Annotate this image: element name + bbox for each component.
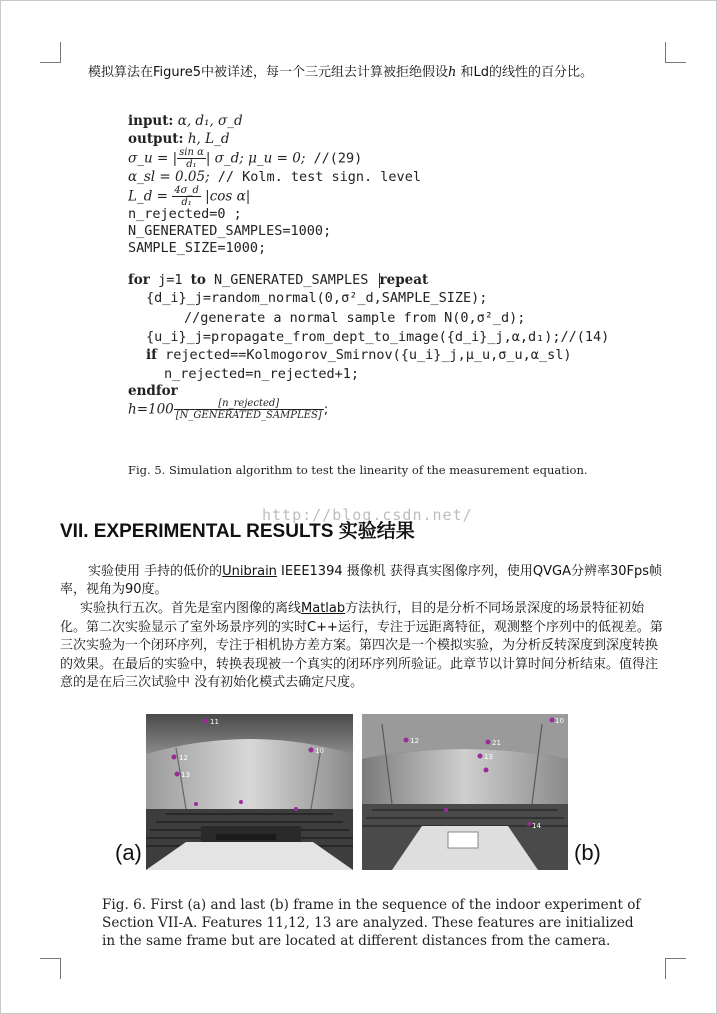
keyword-endfor: endfor [128, 383, 178, 399]
paragraph-1: 实验使用 手持的低价的Unibrain IEEE1394 摄像机 获得真实图像序列，使用QVGA分辨率30Fps帧率，视角为90度。 [60, 564, 663, 597]
figure-6-caption-line: Section VII-A. Features 11,12, 13 are analyzed. These features are initialized [102, 915, 634, 931]
ld-lhs: L_d = [128, 188, 173, 205]
feature-label-11: 11 [210, 718, 219, 726]
intro-variable: h [447, 65, 457, 80]
figure-6a-label: (a) [115, 840, 142, 865]
keyword-repeat: repeat [379, 272, 429, 288]
keyword-for: for [128, 272, 150, 288]
feature-label-21: 21 [492, 739, 501, 747]
ld-fraction: $\frac{4\sigma\_d}{\text{d₁}}$ [174, 185, 199, 208]
figure-6a-photo [146, 714, 353, 870]
sigma-u-rhs: σ_d; μ_u = 0; [210, 150, 306, 167]
figure-6-caption-line: Fig. 6. First (a) and last (b) frame in the sequence of the indoor experiment of [102, 897, 641, 913]
algo-h-line: h=100 $\frac{\text{[n\_rejected]}}{\text{[N\_GENERATED\_SAMPLES]}}$ ; [128, 398, 329, 421]
figure-6b-photo [362, 714, 568, 870]
ld-rhs: |cos α| [200, 188, 251, 205]
sigma-u-lhs: σ_u = [128, 150, 173, 167]
h-fraction: $\frac{\text{[n\_rejected]}}{\text{[N\_GENERATED\_SAMPLES]}}$ [175, 398, 322, 421]
feature-label-13: 13 [181, 771, 190, 779]
algo-if-line: if rejected==Kolmogorov_Smirnov({u_i}_j,μ_u,σ_u,α_sl) [146, 347, 572, 363]
feature-label-10: 10 [315, 747, 324, 755]
algo-n-rejected-init: n_rejected=0 ; [128, 206, 242, 222]
paragraph-2: 实验执行五次。首先是室内图像的离线Matlab方法执行，目的是分析不同场景深度的场景特征初始化。第二次实验显示了室外场景序列的实时C++运行，专注于远距离特征，观测整个序列中的低视差。第三次实验为一个闭环序列，专注于相机协方差方案。第四次是一个模拟实验，为分析反转深度到深度转换的效果。在最后的实验中，转换表现被一个真实的闭环序列所验证。此章节以计算时间分析结束。值得注意的是在后三次试验中 没有初始化模式去确定尺度。 [60, 601, 663, 690]
crop-mark-bottom-left [40, 958, 61, 979]
h-lhs: h=100 [128, 401, 174, 418]
algo-for-line: for j=1 to N_GENERATED_SAMPLES repeat [128, 272, 429, 288]
unibrain-term: Unibrain [222, 564, 277, 579]
feature-label-14: 14 [532, 822, 541, 830]
section-heading: VII. EXPERIMENTAL RESULTS 实验结果 [60, 521, 415, 542]
crop-mark-top-left [40, 42, 61, 63]
algo-ui-line: {u_i}_j=propagate_from_dept_to_image({d_i}_j,α,d₁);//(14) [146, 329, 610, 345]
keyword-output: output: [128, 131, 184, 147]
crop-mark-top-right [665, 42, 686, 63]
keyword-to: to [190, 272, 206, 288]
algo-increment-line: n_rejected=n_rejected+1; [164, 366, 360, 382]
algo-sigma-u-line: σ_u = | $\frac{\text{sin α}}{\text{d₁}}$ | σ_d; μ_u = 0; //(29) [128, 147, 363, 170]
input-vars: α, d₁, σ_d [177, 113, 243, 129]
feature-label-13: 13 [484, 753, 493, 761]
algo-output-line [128, 131, 229, 147]
figure-6b-label: (b) [574, 840, 601, 865]
figure-6-caption-line: in the same frame but are located at different distances from the camera. [102, 933, 611, 949]
algo-sample-size: SAMPLE_SIZE=1000; [128, 240, 267, 256]
algo-comment-line: //generate a normal sample from N(0,σ²_d); [184, 310, 526, 326]
algo-ld-line [128, 185, 250, 208]
feature-label-12: 12 [410, 737, 419, 745]
feature-label-12: 12 [179, 754, 188, 762]
algo-endfor-line [128, 383, 178, 399]
alpha-sl-comment: // Kolm. test sign. level [209, 169, 421, 185]
matlab-term: Matlab [301, 601, 346, 616]
figure-6-caption [102, 896, 641, 950]
feature-label-10: 10 [555, 717, 564, 725]
intro-text-after: 和Ld的线性的百分比。 [456, 65, 593, 80]
algo-n-generated: N_GENERATED_SAMPLES=1000; [128, 223, 332, 239]
intro-sentence [88, 64, 668, 82]
keyword-input: input: [128, 113, 174, 129]
output-vars: h, L_d [187, 131, 230, 147]
alpha-sl: α_sl = 0.05; [128, 169, 210, 185]
sigma-u-comment: //(29) [305, 150, 363, 167]
figure-5-caption: Fig. 5. Simulation algorithm to test the linearity of the measurement equation. [128, 463, 588, 477]
algo-di-line: {d_i}_j=random_normal(0,σ²_d,SAMPLE_SIZE); [146, 290, 488, 306]
crop-mark-bottom-right [665, 958, 686, 979]
watermark: http://blog.csdn.net/ [262, 506, 473, 524]
keyword-if: if [146, 347, 157, 363]
intro-text-before: 模拟算法在Figure5中被详述，每一个三元组去计算被拒绝假设 [88, 65, 448, 80]
sigma-u-fraction: $\frac{\text{sin α}}{\text{d₁}}$ [179, 147, 204, 170]
algo-alpha-sl-line [128, 169, 421, 185]
algo-input-line [128, 113, 243, 129]
